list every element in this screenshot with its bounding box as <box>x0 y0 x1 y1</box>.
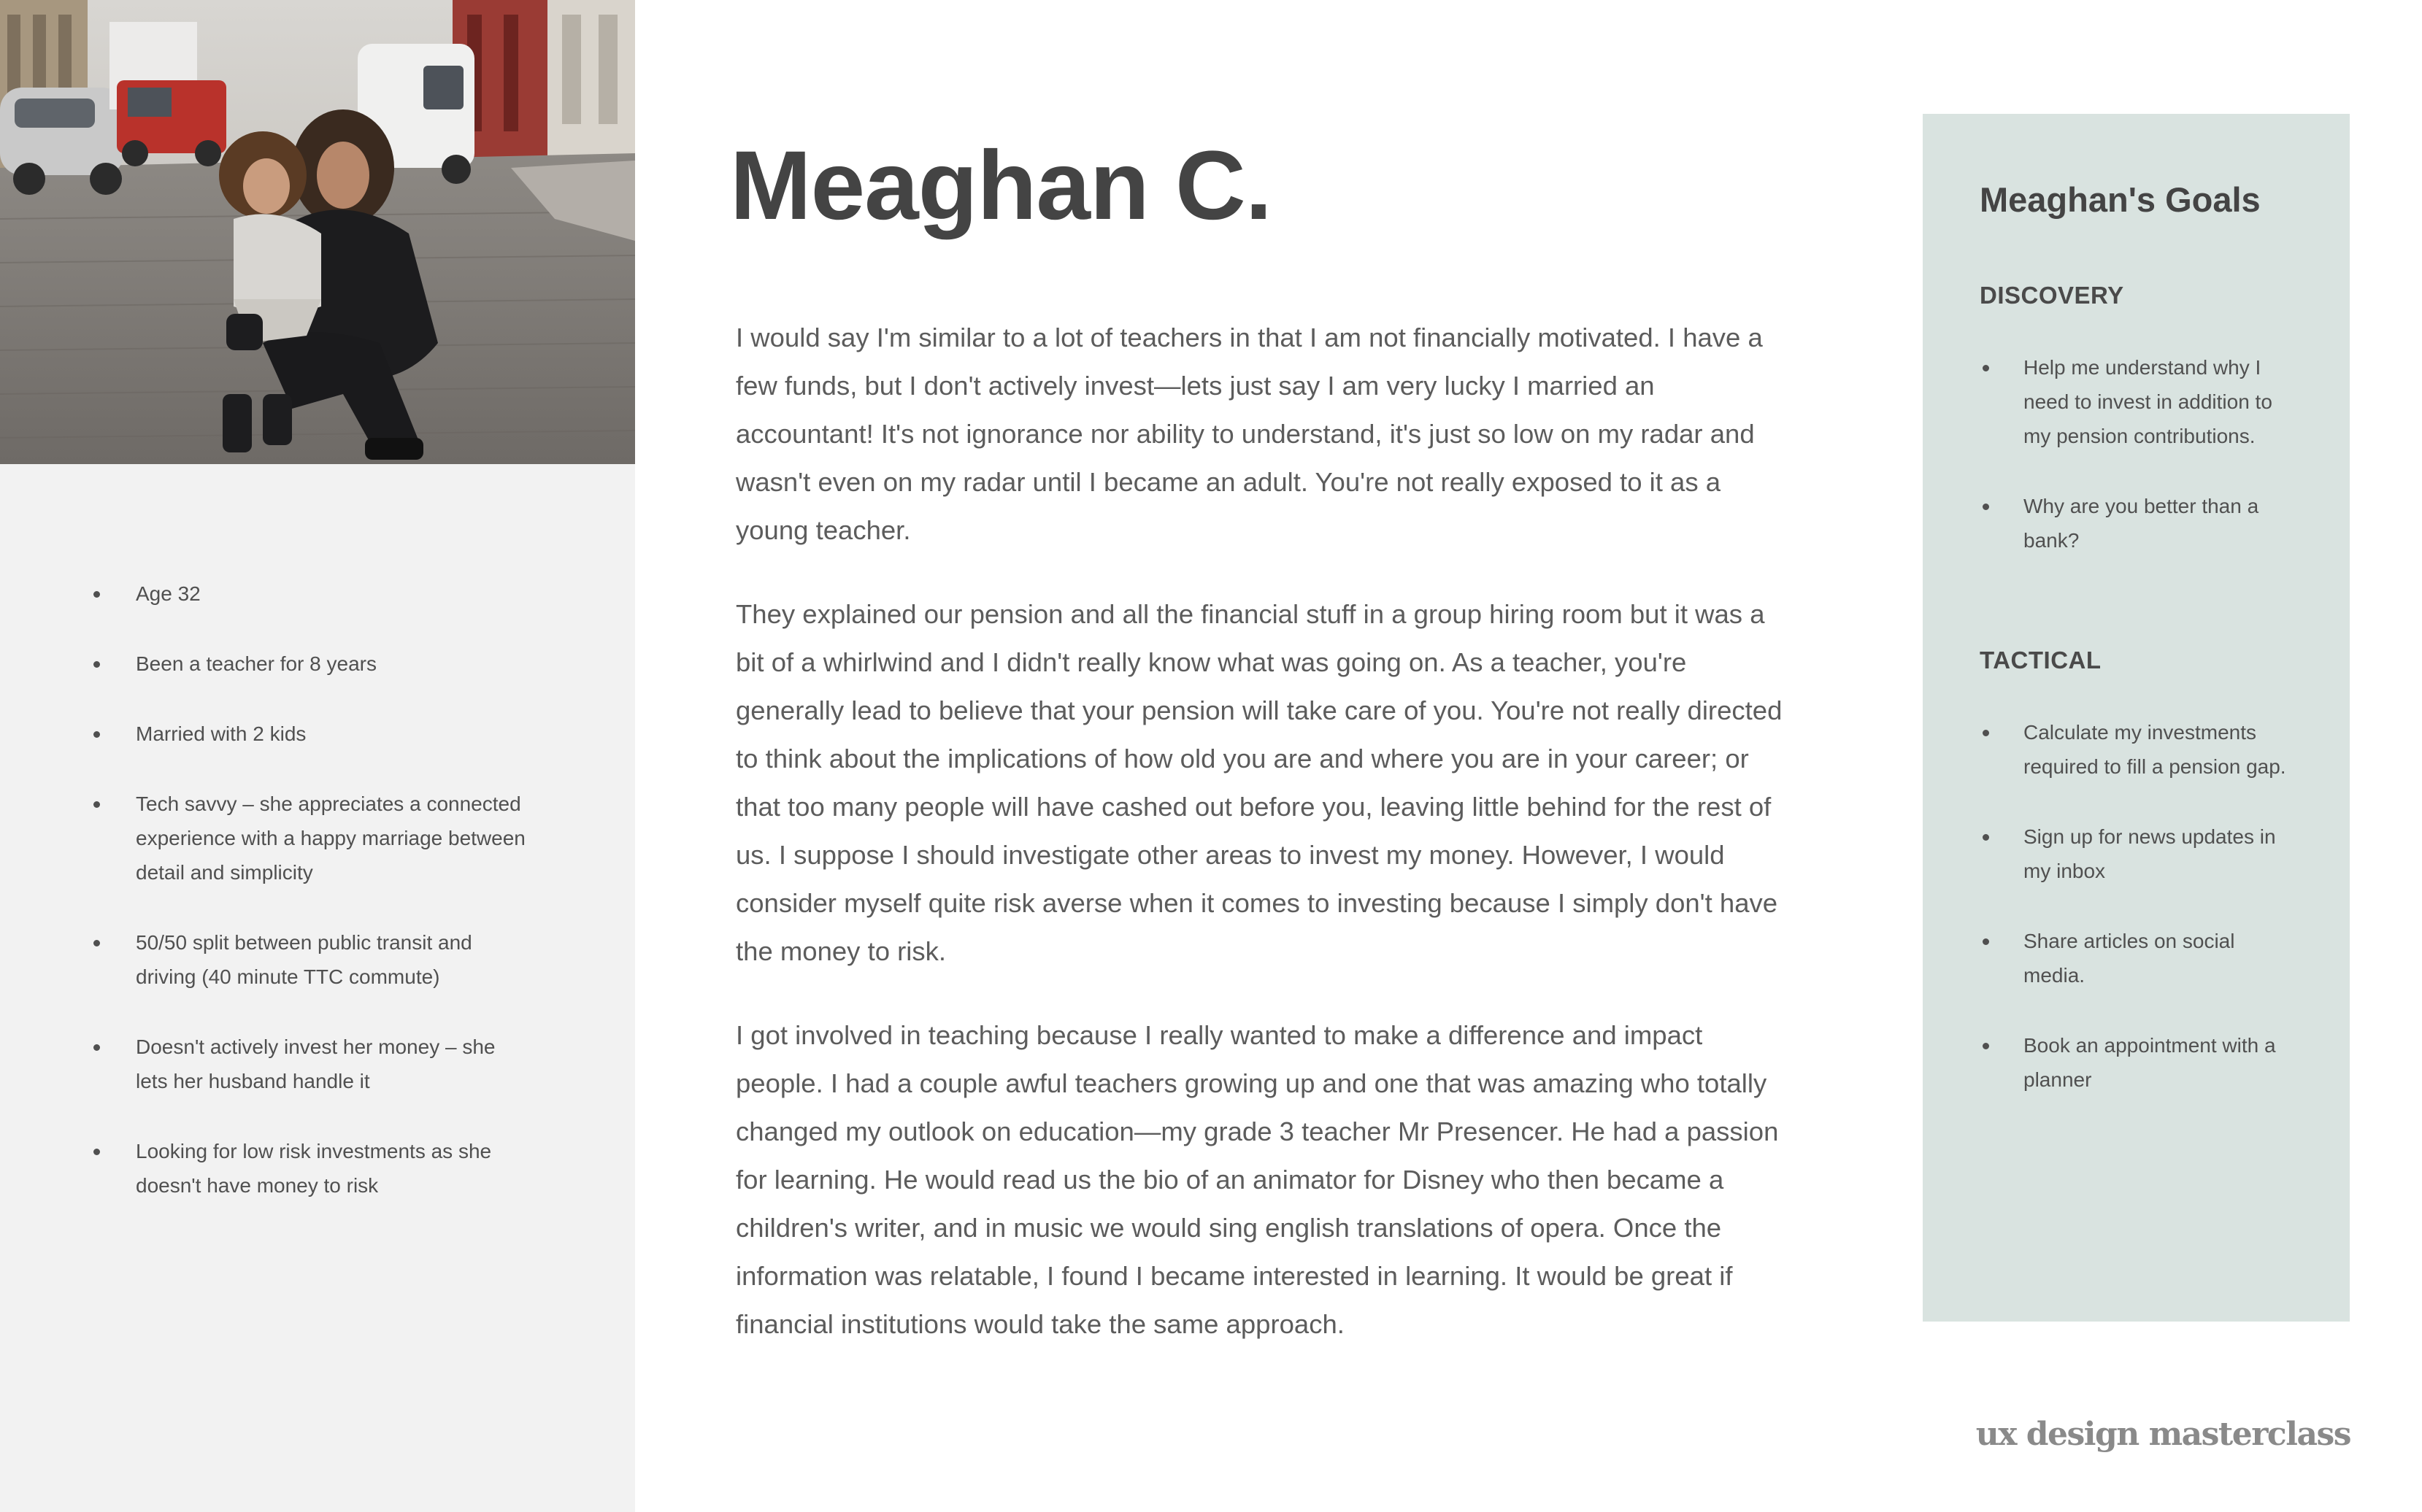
story-paragraph: I would say I'm similar to a lot of teachers in that I am not financially motivated. I have a few funds, but I don't actively invest—lets just say I am very lucky I married an accountant! It's not ignorance nor ability to understand, it's just so low on my radar and wasn't even on my radar until I became an adult. You're not really exposed to it as a young teacher. <box>736 323 1763 545</box>
persona-facts-list <box>93 576 531 1238</box>
tactical-section <box>1980 644 2301 1133</box>
goals-title: Meaghan's Goals <box>1980 180 2261 219</box>
fact-commute: 50/50 split between public transit and driving (40 minute TTC commute) <box>93 925 531 994</box>
tactical-goals-list <box>1980 715 2301 1097</box>
fact-risk: Looking for low risk investments as she doesn't have money to risk <box>93 1134 531 1203</box>
fact-family: Married with 2 kids <box>93 717 531 751</box>
fact-teaching-experience: Been a teacher for 8 years <box>93 647 531 681</box>
goal-item: Help me understand why I need to invest in addition to my pension contributions. <box>1980 350 2301 453</box>
story-paragraph: I got involved in teaching because I really wanted to make a difference and impact people. I had a couple awful teachers growing up and one that was amazing who totally changed my outlook on education—my grade 3 teacher Mr Presencer. He had a passion for learning. He would read us the bio of an animator for Disney who then became a children's writer, and in music we would sing english translations of opera. Once the information was relatable, I found I became interested in learning. It would be great if financial institutions would take the same approach. <box>736 1020 1779 1339</box>
tactical-heading: TACTICAL <box>1980 647 2102 674</box>
story-paragraph: They explained our pension and all the financial stuff in a group hiring room but it was a bit of a whirlwind and I didn't really know what was going on. As a teacher, you're generally lead to believe that your pension will take care of you. You're not really directed to think about the implications of how old you are and where you are in your career; or that too many people will have cashed out before you, leaving little behind for the rest of us. I suppose I should investigate other areas to invest my money. However, I would consider myself quite risk averse when it comes to investing because I simply don't have the money to risk. <box>736 599 1783 966</box>
discovery-section <box>1980 279 2301 593</box>
goal-item: Why are you better than a bank? <box>1980 489 2301 558</box>
profile-photo <box>0 0 635 464</box>
goal-item: Calculate my investments required to fill a pension gap. <box>1980 715 2301 784</box>
discovery-goals-list <box>1980 350 2301 558</box>
fact-age: Age 32 <box>93 576 531 611</box>
goal-item: Sign up for news updates in my inbox <box>1980 819 2301 888</box>
profile-sidebar <box>0 0 635 1512</box>
discovery-heading: DISCOVERY <box>1980 282 2124 309</box>
goal-item: Share articles on social media. <box>1980 924 2301 992</box>
photo-illustration <box>0 0 635 464</box>
persona-name: Meaghan C. <box>730 131 1272 240</box>
brand-logo: ux design masterclass <box>1975 1416 2350 1453</box>
goal-item: Book an appointment with a planner <box>1980 1028 2301 1097</box>
goals-panel <box>1923 114 2350 1322</box>
fact-investing: Doesn't actively invest her money – she lets her husband handle it <box>93 1030 531 1098</box>
persona-story <box>736 314 1787 1384</box>
fact-tech-savvy: Tech savvy – she appreciates a connected experience with a happy marriage between detail and simplicity <box>93 787 531 890</box>
